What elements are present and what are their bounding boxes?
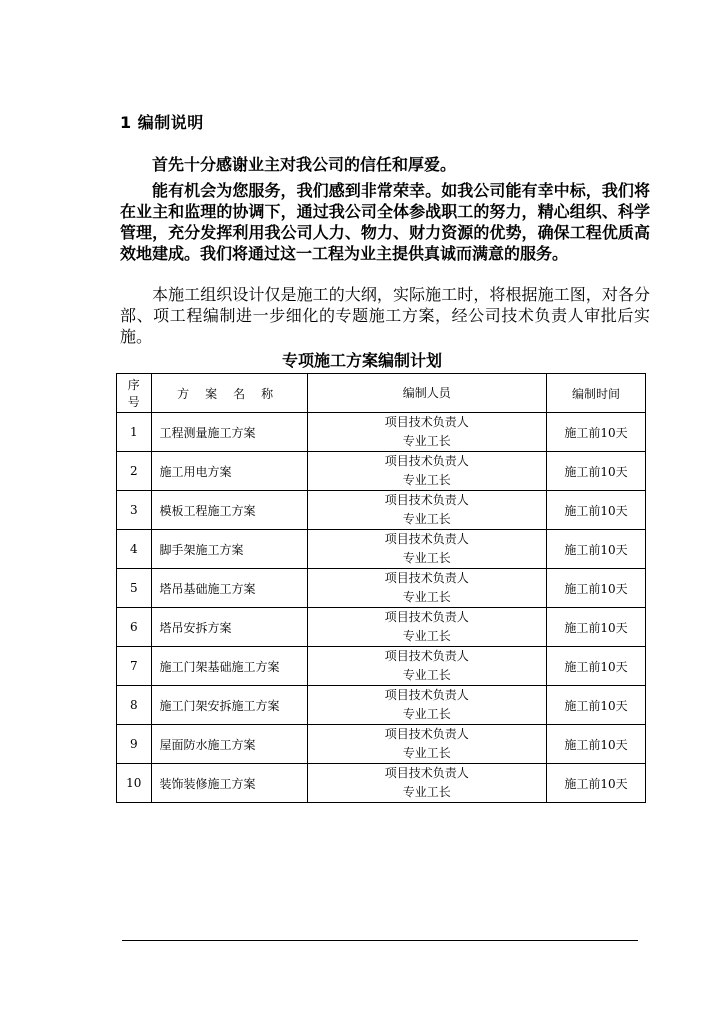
header-no (117, 374, 152, 413)
plan-staff (307, 764, 546, 803)
plan-name: 工程测量施工方案 (151, 413, 307, 452)
plan-staff (307, 725, 546, 764)
row-number: 5 (117, 569, 152, 608)
plan-time: 施工前10天 (547, 530, 646, 569)
plan-staff (307, 452, 546, 491)
staff-secondary: 专业工长 (402, 746, 451, 760)
plan-staff (307, 647, 546, 686)
intro-paragraph-scope: 本施工组织设计仅是施工的大纲，实际施工时，将根据施工图，对各分部、项工程编制进一步细化的专题施工方案，经公司技术负责人审批后实施。 (120, 285, 650, 346)
table-row (117, 530, 646, 569)
table-row (117, 491, 646, 530)
plan-staff (307, 608, 546, 647)
plan-time: 施工前10天 (547, 725, 646, 764)
row-number: 2 (117, 452, 152, 491)
table-row (117, 647, 646, 686)
staff-secondary: 专业工长 (402, 473, 451, 487)
table-row (117, 452, 646, 491)
plan-time: 施工前10天 (547, 413, 646, 452)
table-row (117, 413, 646, 452)
plan-name: 模板工程施工方案 (151, 491, 307, 530)
staff-primary: 项目技术负责人 (384, 610, 469, 624)
staff-secondary: 专业工长 (402, 434, 451, 448)
plan-name: 塔吊基础施工方案 (151, 569, 307, 608)
special-plan-table (116, 373, 646, 803)
plan-staff (307, 569, 546, 608)
plan-time: 施工前10天 (547, 491, 646, 530)
staff-secondary: 专业工长 (402, 512, 451, 526)
staff-secondary: 专业工长 (402, 551, 451, 565)
intro-paragraph-commitment: 能有机会为您服务，我们感到非常荣幸。如我公司能有幸中标，我们将在业主和监理的协调下，通过我公司全体参战职工的努力，精心组织、科学管理，充分发挥利用我公司人力、物力、财力资源的优势，确保工程优质高效地建成。我们将通过这一工程为业主提供真诚而满意的服务。 (120, 181, 650, 263)
row-number: 10 (117, 764, 152, 803)
table-body (117, 413, 646, 803)
staff-primary: 项目技术负责人 (384, 454, 469, 468)
intro-paragraph-thanks: 首先十分感谢业主对我公司的信任和厚爱。 (152, 155, 457, 174)
row-number: 3 (117, 491, 152, 530)
staff-primary: 项目技术负责人 (384, 493, 469, 507)
footer-divider (122, 940, 638, 941)
row-number: 9 (117, 725, 152, 764)
staff-secondary: 专业工长 (402, 668, 451, 682)
plan-staff (307, 491, 546, 530)
staff-primary: 项目技术负责人 (384, 532, 469, 546)
plan-name: 脚手架施工方案 (151, 530, 307, 569)
table-row (117, 764, 646, 803)
table-row (117, 686, 646, 725)
header-name: 方案名称 (151, 374, 307, 413)
table-row (117, 569, 646, 608)
plan-name: 施工用电方案 (151, 452, 307, 491)
staff-primary: 项目技术负责人 (384, 649, 469, 663)
plan-name: 施工门架基础施工方案 (151, 647, 307, 686)
plan-name: 施工门架安拆施工方案 (151, 686, 307, 725)
header-no-line1: 序 (127, 378, 140, 392)
plan-staff (307, 686, 546, 725)
plan-time: 施工前10天 (547, 608, 646, 647)
table-header-row (117, 374, 646, 413)
plan-staff (307, 413, 546, 452)
row-number: 1 (117, 413, 152, 452)
plan-name: 屋面防水施工方案 (151, 725, 307, 764)
row-number: 8 (117, 686, 152, 725)
staff-primary: 项目技术负责人 (384, 688, 469, 702)
staff-primary: 项目技术负责人 (384, 766, 469, 780)
row-number: 6 (117, 608, 152, 647)
table-title: 专项施工方案编制计划 (281, 351, 442, 370)
plan-time: 施工前10天 (547, 452, 646, 491)
section-heading: 1 编制说明 (120, 113, 204, 132)
staff-primary: 项目技术负责人 (384, 727, 469, 741)
plan-time: 施工前10天 (547, 686, 646, 725)
plan-time: 施工前10天 (547, 764, 646, 803)
staff-primary: 项目技术负责人 (384, 415, 469, 429)
table-row (117, 725, 646, 764)
row-number: 4 (117, 530, 152, 569)
staff-secondary: 专业工长 (402, 590, 451, 604)
plan-time: 施工前10天 (547, 647, 646, 686)
header-staff: 编制人员 (307, 374, 546, 413)
plan-time: 施工前10天 (547, 569, 646, 608)
staff-secondary: 专业工长 (402, 785, 451, 799)
staff-secondary: 专业工长 (402, 707, 451, 721)
header-time: 编制时间 (547, 374, 646, 413)
header-no-line2: 号 (127, 395, 140, 409)
staff-secondary: 专业工长 (402, 629, 451, 643)
plan-name: 装饰装修施工方案 (151, 764, 307, 803)
staff-primary: 项目技术负责人 (384, 571, 469, 585)
table-row (117, 608, 646, 647)
row-number: 7 (117, 647, 152, 686)
plan-name: 塔吊安拆方案 (151, 608, 307, 647)
plan-staff (307, 530, 546, 569)
